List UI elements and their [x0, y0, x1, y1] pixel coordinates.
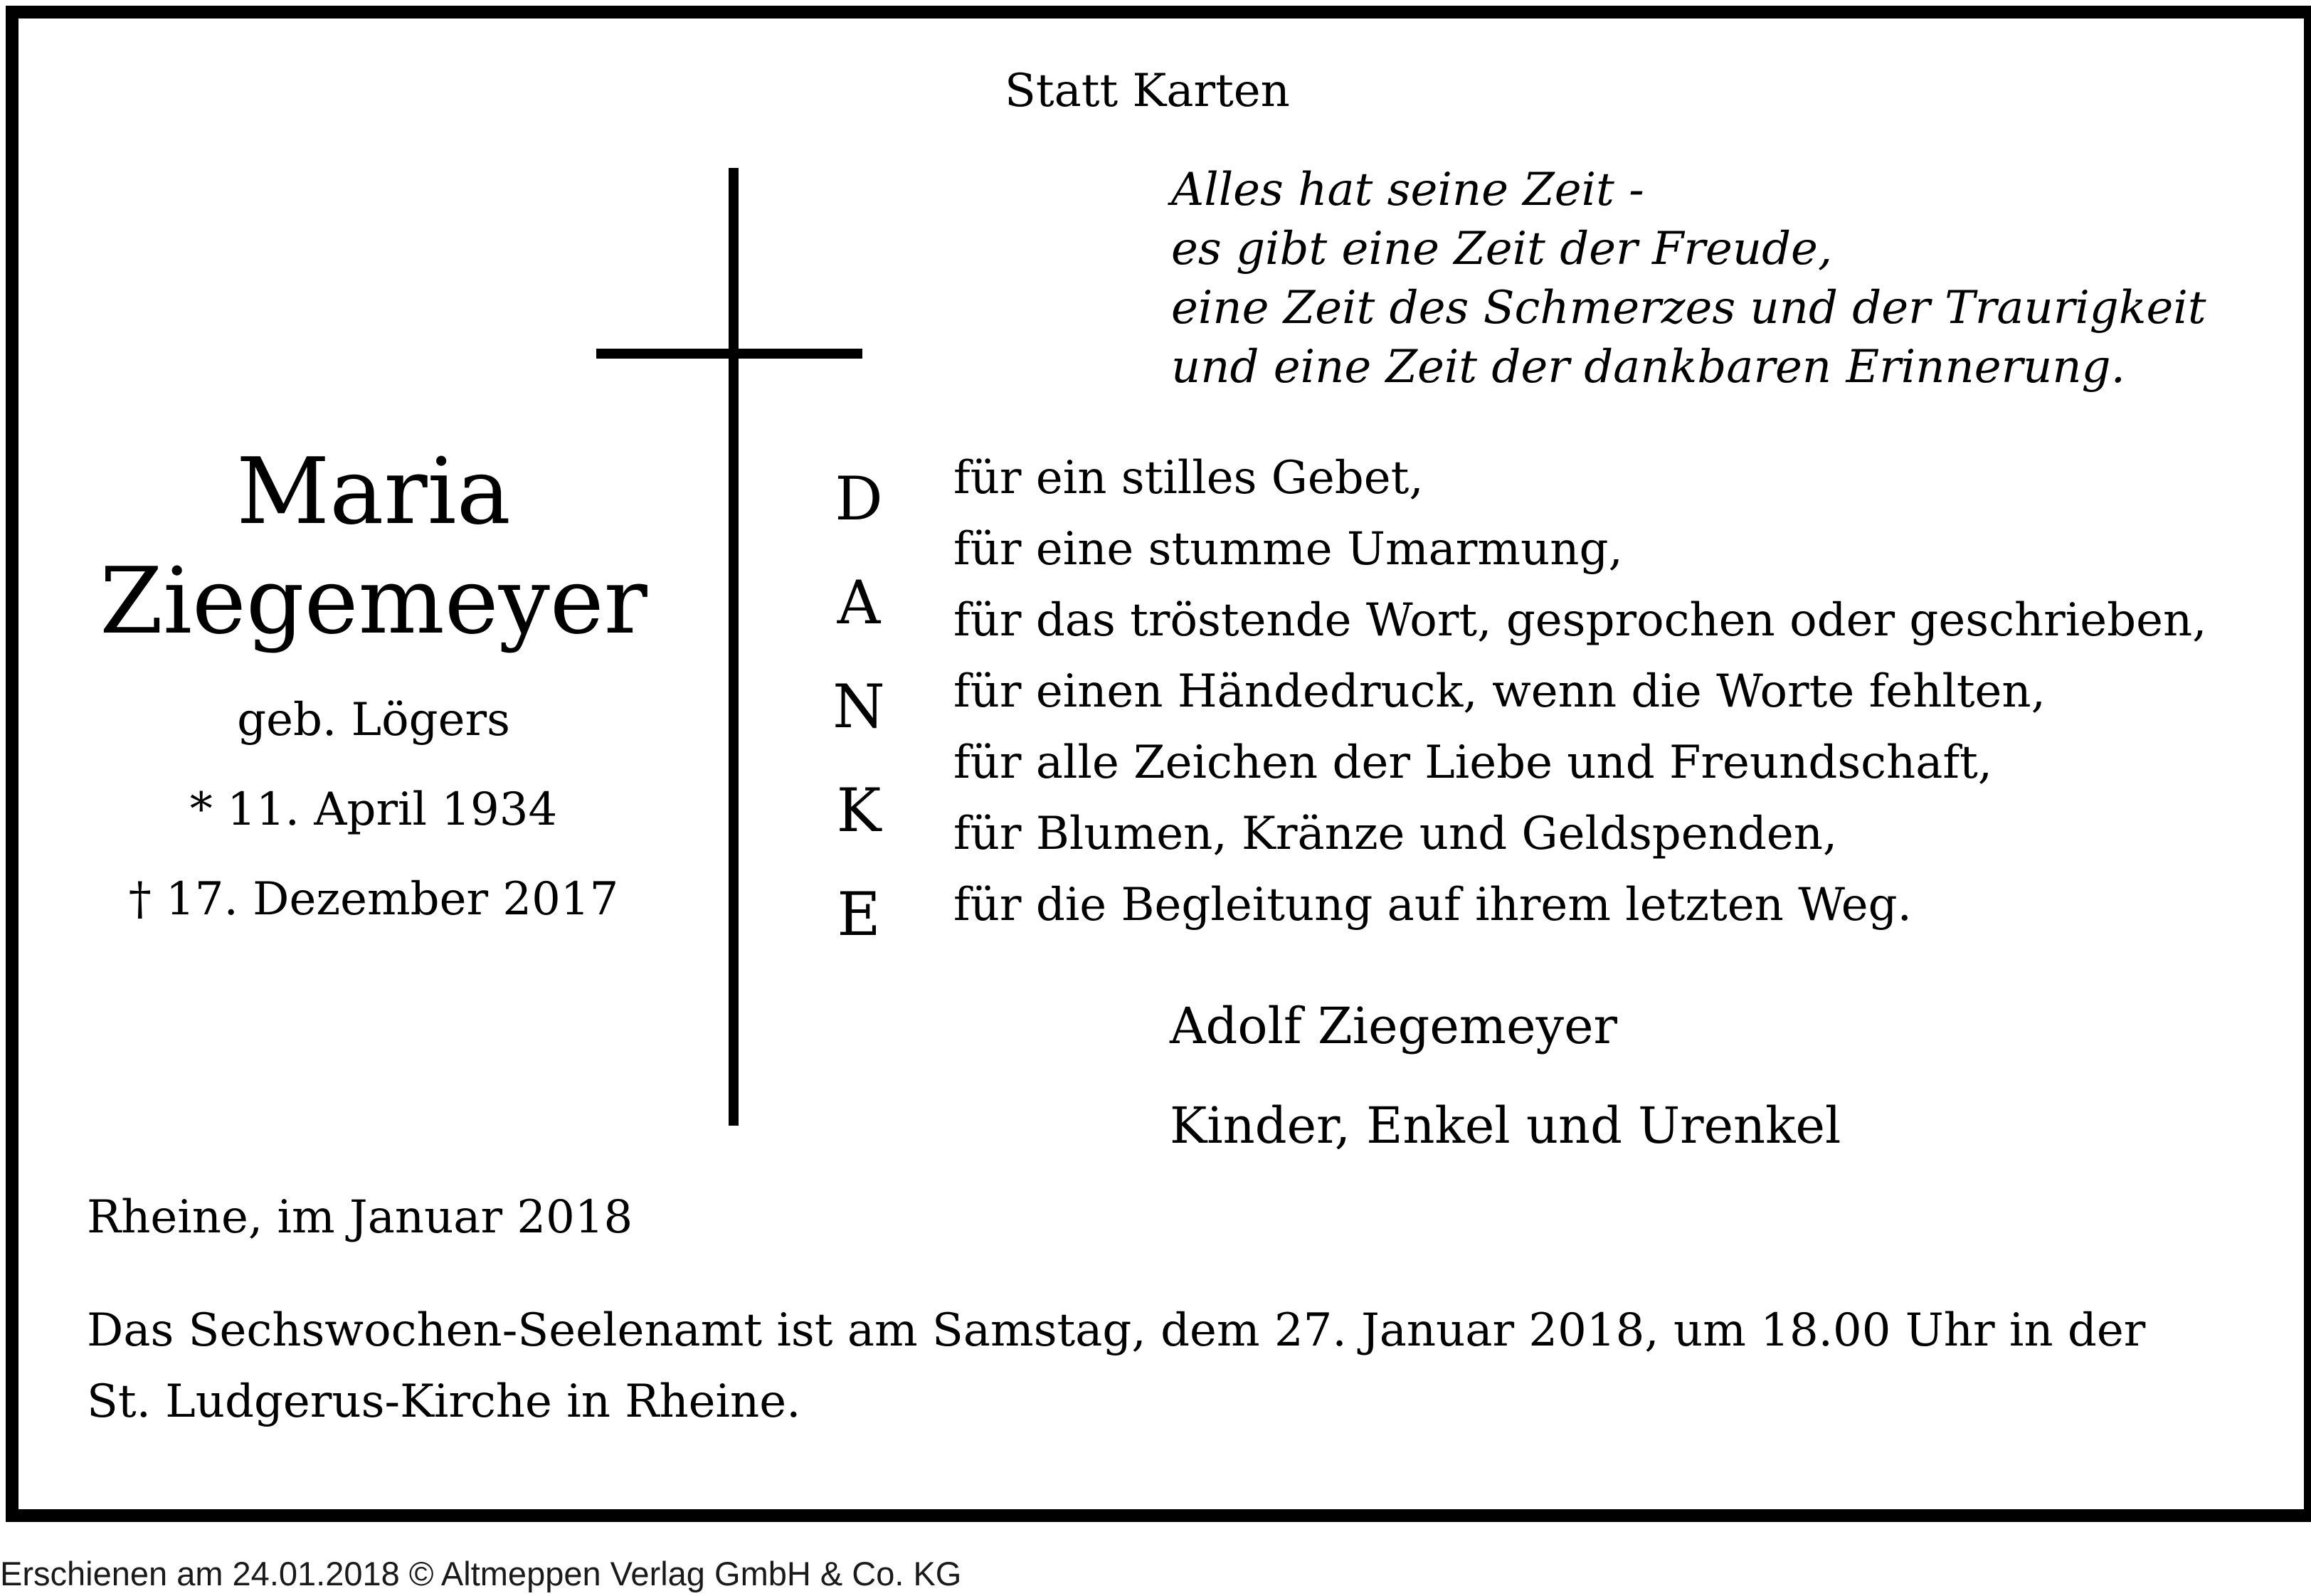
statt-karten-heading: Statt Karten — [1005, 65, 1290, 117]
thanks-line: für die Begleitung auf ihrem letzten Weg. — [953, 879, 1912, 931]
deceased-last-name: Ziegemeyer — [100, 549, 647, 655]
thanks-line: für einen Händedruck, wenn die Worte fehlten, — [953, 665, 2046, 718]
danke-letter: A — [837, 568, 881, 638]
thanks-line: für alle Zeichen der Liebe und Freundschaft, — [953, 736, 1993, 789]
danke-letter: D — [835, 464, 883, 534]
cross-icon — [729, 168, 739, 1126]
danke-letter: K — [836, 776, 882, 845]
place-date: Rheine, im Januar 2018 — [87, 1191, 633, 1244]
service-line: Das Sechswochen-Seelenamt ist am Samstag, dem 27. Januar 2018, um 18.00 Uhr in der — [87, 1304, 2146, 1357]
thanks-list — [953, 443, 2207, 941]
quote-line: und eine Zeit der dankbaren Erinnerung. — [1171, 341, 2125, 393]
cross-icon-bar — [596, 349, 862, 359]
deceased-block — [85, 438, 662, 931]
publication-footer: Erschienen am 24.01.2018 © Altmeppen Verlag GmbH & Co. KG — [0, 1555, 962, 1592]
quote-line: Alles hat seine Zeit - — [1171, 164, 1644, 216]
death-date: † 17. Dezember 2017 — [128, 873, 619, 926]
danke-vertical — [827, 447, 891, 966]
signer-line: Adolf Ziegemeyer — [1170, 997, 1617, 1055]
danke-letter: N — [832, 672, 885, 741]
danke-letter: E — [837, 879, 881, 949]
service-line: St. Ludgerus-Kirche in Rheine. — [87, 1375, 801, 1428]
signers-block — [1170, 976, 1841, 1175]
quote-line: eine Zeit des Schmerzes und der Traurigkeit — [1171, 282, 2206, 334]
thanks-line: für das tröstende Wort, gesprochen oder geschrieben, — [953, 594, 2207, 647]
thanks-line: für eine stumme Umarmung, — [953, 523, 1623, 576]
birth-name: geb. Lögers — [237, 694, 510, 746]
birth-date: * 11. April 1934 — [189, 783, 558, 836]
thanks-line: für Blumen, Kränze und Geldspenden, — [953, 808, 1838, 860]
deceased-first-name: Maria — [236, 439, 511, 545]
quote-block — [1171, 161, 2206, 397]
service-notice — [87, 1295, 2145, 1437]
signer-line: Kinder, Enkel und Urenkel — [1170, 1096, 1841, 1155]
thanks-line: für ein stilles Gebet, — [953, 452, 1424, 504]
quote-line: es gibt eine Zeit der Freude, — [1171, 223, 1833, 275]
